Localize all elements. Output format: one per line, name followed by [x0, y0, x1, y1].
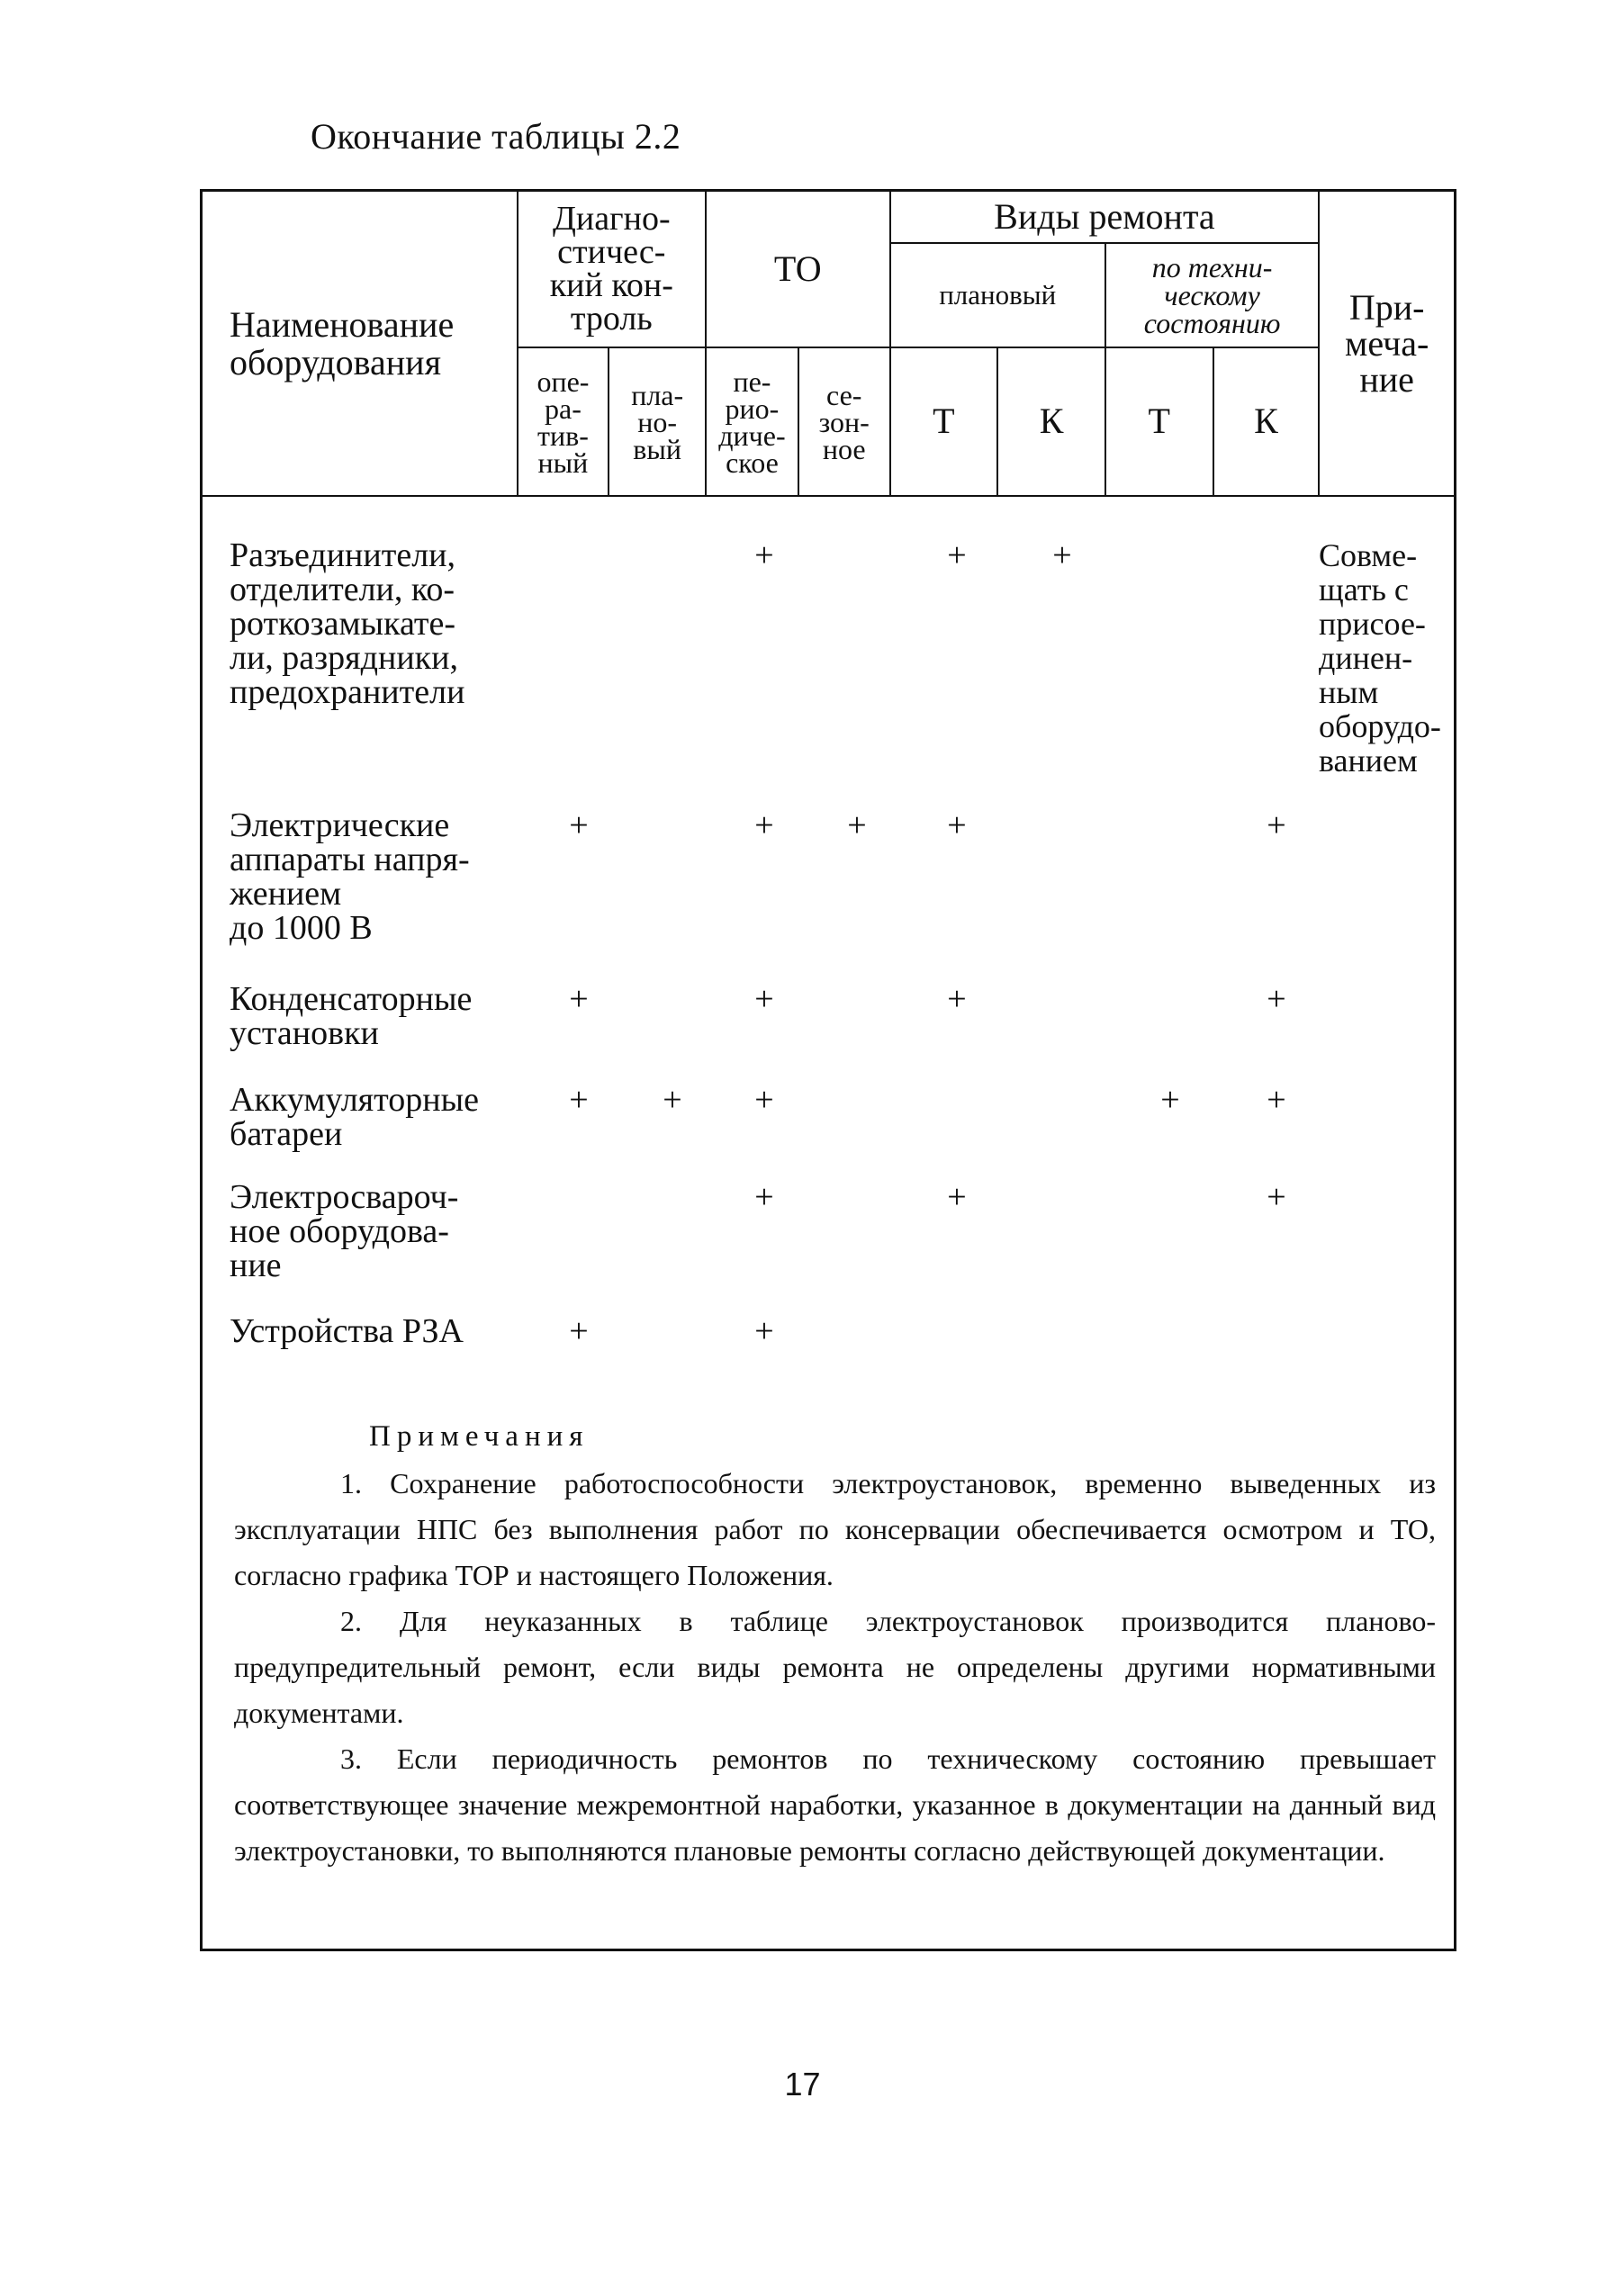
header-to: ТО — [706, 192, 890, 347]
note-2: 2. Для неуказанных в таблице электроустановок производится планово-предупредительный ремонт, если виды ремонта не определены другими нормативными документами. — [234, 1605, 1436, 1729]
notes-title: Примечания — [369, 1420, 590, 1453]
mark: + — [1267, 806, 1286, 844]
mark: + — [754, 1081, 774, 1119]
note-1: 1. Сохранение работоспособности электроустановок, временно выведенных из эксплуатации НПС без выполнения работ по консервации обеспечивается осмотром и ТО, согласно графика ТОР и настоящего Положения. — [234, 1467, 1436, 1591]
header-by-condition-italic: по техни- ческому состоянию — [1143, 250, 1281, 339]
header-t-planned: Т — [890, 347, 998, 496]
page-number: 17 — [784, 2066, 821, 2102]
header-note: При- меча- ние — [1319, 192, 1454, 496]
mark: + — [947, 1178, 967, 1216]
mark: + — [947, 536, 967, 574]
mark: + — [754, 806, 774, 844]
header-seasonal: се- зон- ное — [798, 347, 890, 496]
header-periodic: пе- рио- диче- ское — [706, 347, 798, 496]
mark: + — [847, 806, 867, 844]
row-name: Электрические аппараты напря- жением до 1000 В — [230, 806, 470, 947]
mark: + — [569, 1312, 589, 1350]
mark: + — [1052, 536, 1072, 574]
header-k-condition: К — [1213, 347, 1320, 496]
mark: + — [569, 806, 589, 844]
header-operative: опе- ра- тив- ный — [518, 347, 609, 496]
mark: + — [1267, 1178, 1286, 1216]
table-header — [203, 192, 1454, 497]
table-caption: Окончание таблицы 2.2 — [311, 116, 681, 157]
mark: + — [663, 1081, 682, 1119]
header-planned-repair: плановый — [890, 243, 1105, 347]
row-name: Электросвароч- ное оборудова- ние — [230, 1178, 459, 1284]
header-k-planned: К — [997, 347, 1105, 496]
mark: + — [1267, 980, 1286, 1018]
row-name: Устройства РЗА — [230, 1312, 464, 1350]
table-frame — [200, 189, 1456, 1951]
header-t-condition: Т — [1105, 347, 1213, 496]
header-diagnostic-control: Диагно- стичес- кий кон- троль — [518, 192, 706, 347]
mark: + — [754, 536, 774, 574]
mark: + — [947, 980, 967, 1018]
row-name: Аккумуляторные батареи — [230, 1081, 479, 1153]
mark: + — [754, 1178, 774, 1216]
mark: + — [947, 806, 967, 844]
header-equipment-name: Наименование оборудования — [203, 192, 518, 496]
row-note: Совме- щать с присое- динен- ным оборудо- ванием — [1319, 537, 1441, 779]
row-name: Разъединители, отделители, ко- роткозамыкате- ли, разрядники, предохранители — [230, 536, 465, 711]
row-name: Конденсаторные установки — [230, 980, 473, 1052]
header-planned-diag: пла- но- вый — [609, 347, 706, 496]
header-by-condition — [1105, 243, 1319, 347]
mark: + — [569, 1081, 589, 1119]
note-3: 3. Если периодичность ремонтов по техническому состоянию превышает соответствующее значение межремонтной наработки, указанное в документации на данный вид электроустановки, то выполняются плановые ремонты согласно действующей документации. — [234, 1742, 1436, 1867]
mark: + — [1267, 1081, 1286, 1119]
mark: + — [1160, 1081, 1180, 1119]
mark: + — [754, 1312, 774, 1350]
mark: + — [569, 980, 589, 1018]
header-repair-types: Виды ремонта — [890, 192, 1320, 243]
mark: + — [754, 980, 774, 1018]
